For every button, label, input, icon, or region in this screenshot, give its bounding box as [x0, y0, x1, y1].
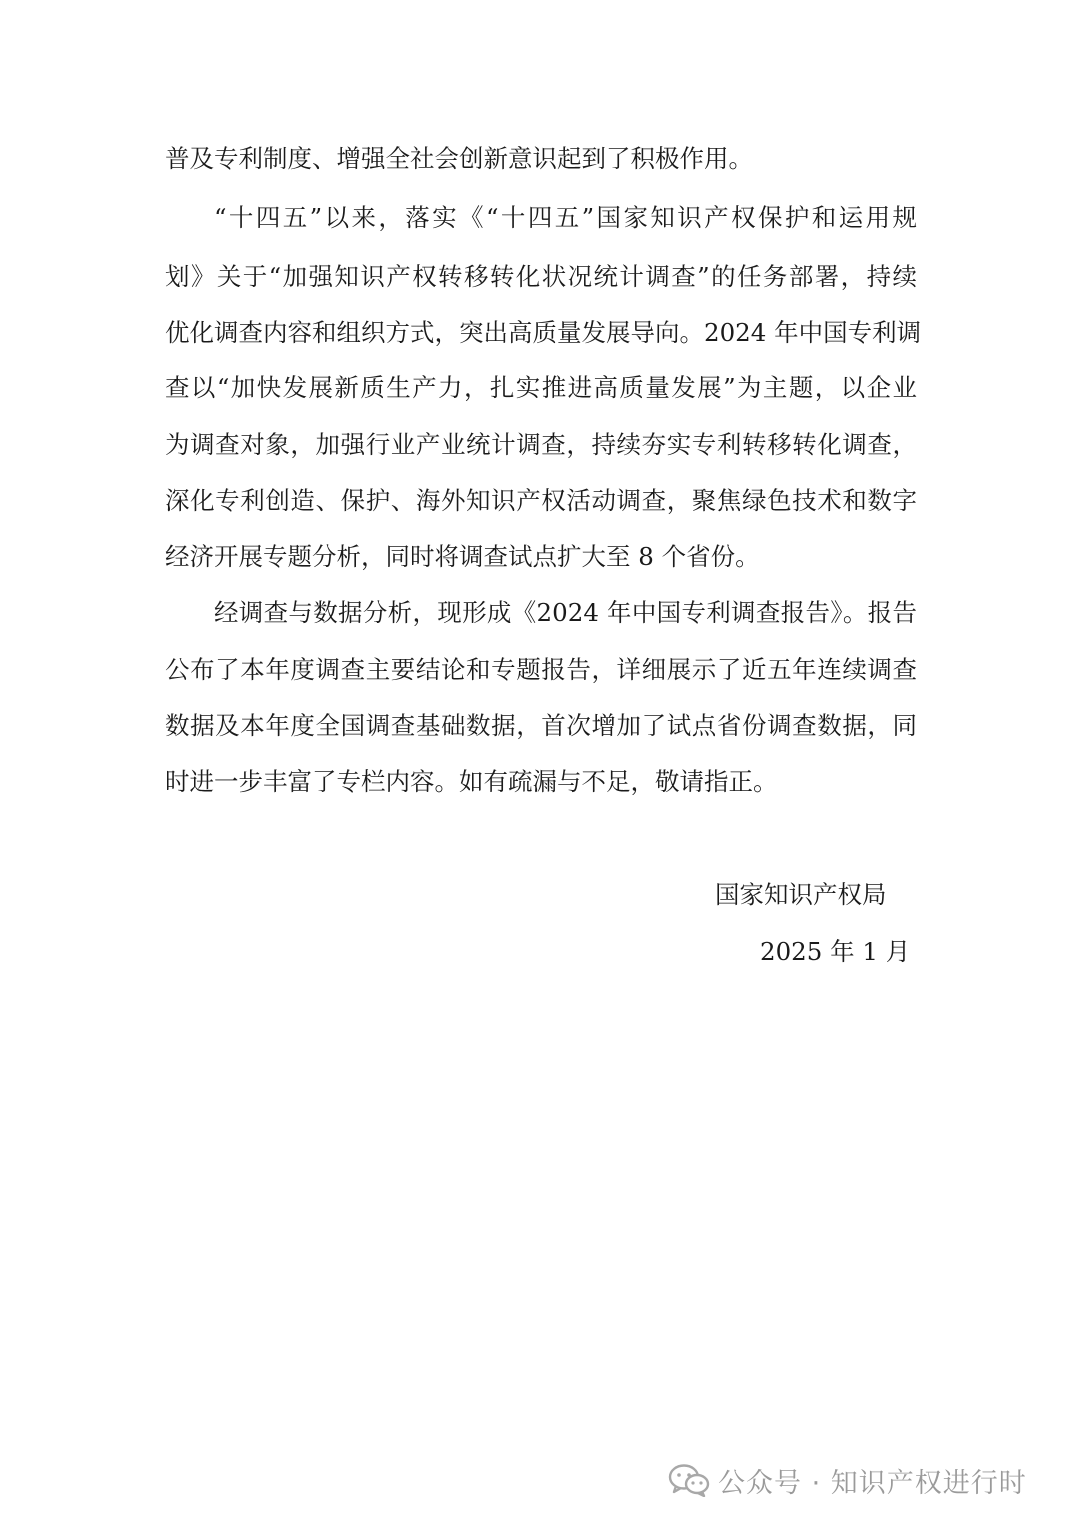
- paragraph-2-line-4: 查以“加快发展新质生产力，扎实推进高质量发展”为主题，以企业: [165, 373, 917, 402]
- paragraph-3-line-2: 公布了本年度调查主要结论和专题报告，详细展示了近五年连续调查: [165, 655, 917, 684]
- paragraph-2-line-2: 划》关于“加强知识产权转移转化状况统计调查”的任务部署，持续: [165, 262, 917, 291]
- paragraph-2-line-1: “十四五”以来，落实《“十四五”国家知识产权保护和运用规: [214, 203, 917, 232]
- paragraph-2-line-3: 优化调查内容和组织方式，突出高质量发展导向。2024 年中国专利调: [165, 318, 922, 347]
- watermark-text: 公众号 · 知识产权进行时: [718, 1467, 1027, 1499]
- paragraph-3-line-4: 时进一步丰富了专栏内容。如有疏漏与不足，敬请指正。: [165, 767, 778, 796]
- paragraph-2-line-6: 深化专利创造、保护、海外知识产权活动调查，聚焦绿色技术和数字: [165, 486, 917, 515]
- paragraph-3-line-1: 经调查与数据分析，现形成《2024 年中国专利调查报告》。报告: [214, 598, 917, 627]
- paragraph-2-line-7: 经济开展专题分析，同时将调查试点扩大至 8 个省份。: [165, 542, 760, 571]
- signature-date: 2025 年 1 月: [760, 937, 911, 966]
- watermark: [668, 1460, 1027, 1500]
- paragraph-2-line-5: 为调查对象，加强行业产业统计调查，持续夯实专利转移转化调查，: [165, 430, 917, 459]
- paragraph-1-line-1: 普及专利制度、增强全社会创新意识起到了积极作用。: [165, 144, 753, 173]
- signature-organization: 国家知识产权局: [715, 880, 887, 909]
- paragraph-3-line-3: 数据及本年度全国调查基础数据，首次增加了试点省份调查数据，同: [165, 711, 917, 740]
- wechat-icon: [668, 1463, 710, 1497]
